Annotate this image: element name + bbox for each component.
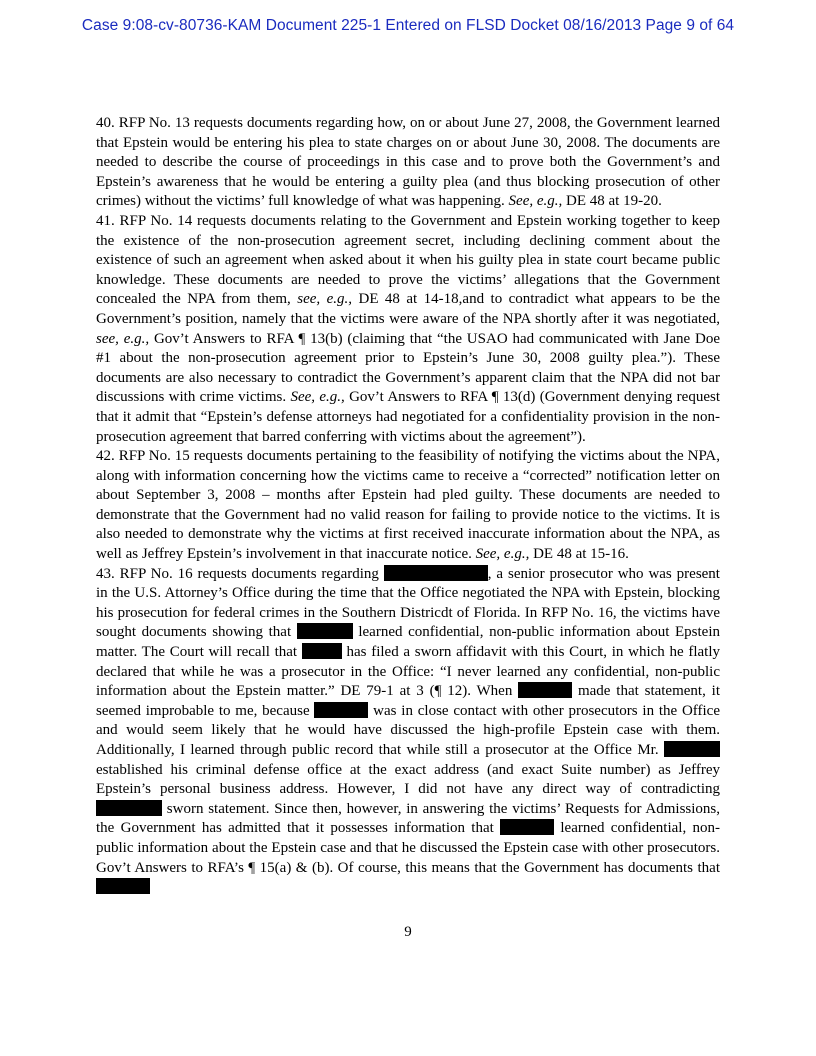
paragraph-43-text-6: was in close contact with other prosecutors in the Office and would seem likely that he would have discussed the high-profile Epstein case with them. Additionally, I learned through public record that while still a prosecutor at the Office Mr. (96, 702, 720, 758)
paragraph-40-text-1: 40. RFP No. 13 requests documents regarding how, on or about June 27, 2008, the Government learned that Epstein would be entering his plea to state charges on or about June 30, 2008. The documents are needed to describe the course of proceedings in this case and to prove both the Government’s and Epstein’s awareness that he would be entering a guilty plea (and thus blocking prosecution of other crimes) without the victims’ full knowledge of what was happening. (96, 115, 720, 210)
document-body (96, 114, 720, 898)
paragraph-43-text-2: , a senior prosecutor who was present in the U.S. Attorney’s Office during the time that the Office negotiated the NPA with Epstein, blocking his prosecution for federal crimes in the Southern Districdt of Florida. In RFP No. 16, the victims have sought documents showing that (96, 565, 720, 641)
paragraph-43 (96, 565, 720, 898)
paragraph-43-text-5: made that statement, it seemed improbable to me, because (96, 683, 720, 719)
redaction-bar (664, 741, 720, 757)
redaction-bar (96, 800, 162, 816)
redaction-bar (314, 702, 368, 718)
paragraph-43-text-4: has filed a sworn affidavit with this Court, in which he flatly declared that while he was a prosecutor in the Office: “I never learned any confidential, non-public information about the Epstein matter.” DE 79-1 at 3 (¶ 12). When (96, 644, 720, 700)
paragraph-40 (96, 114, 720, 212)
paragraph-42-citation-signal: See, e.g., (475, 546, 530, 563)
paragraph-43-text-7: established his criminal defense office at the exact address (and exact Suite number) as Jeffrey Epstein’s personal business address. However, I did not have any direct way of contradicting (96, 761, 720, 798)
paragraph-43-text-3: learned confidential, non-public information about Epstein matter. The Court will recall that (96, 624, 720, 661)
paragraph-40-citation-signal: See, e.g., (508, 193, 563, 210)
paragraph-40-text-2: DE 48 at 19-20. (562, 193, 662, 210)
paragraph-42-text-1: 42. RFP No. 15 requests documents pertaining to the feasibility of notifying the victims about the NPA, along with information concerning how the victims came to receive a “corrected” notification letter on about September 3, 2008 – months after Epstein had pled guilty. These documents are needed to demonstrate that the Government had no valid reason for failing to provide notice to the victims. It is also needed to demonstrate why the victims at first received inaccurate information about the NPA, as well as Jeffrey Epstein’s involvement in that inaccurate notice. (96, 448, 720, 563)
paragraph-41-text-1: 41. RFP No. 14 requests documents relating to the Government and Epstein working together to keep the existence of the non-prosecution agreement secret, including declining comment about the existence of such an agreement when asked about it when his guilty plea in state court became public knowledge. These documents are needed to prove the victims’ allegations that the Government concealed the NPA from them, (96, 212, 720, 308)
redaction-bar (297, 623, 353, 639)
redaction-bar (302, 643, 342, 659)
redaction-bar (96, 878, 150, 894)
redaction-bar (384, 565, 488, 581)
paragraph-42 (96, 447, 720, 565)
paragraph-41 (96, 212, 720, 447)
paragraph-41-text-2: DE 48 at 14-18,and to contradict what appears to be the Government’s position, namely that the victims were aware of the NPA shortly after it was negotiated, (96, 291, 721, 327)
redaction-bar (518, 682, 572, 698)
paragraph-41-citation-signal-3: See, e.g., (290, 389, 345, 406)
paragraph-43-text-1: 43. RFP No. 16 requests documents regarding (96, 565, 384, 582)
paragraph-41-text-4: Gov’t Answers to RFA ¶ 13(d) (Government denying request that it admit that “Epstein’s defense attorneys had negotiated for a confidentiality provision in the non-prosecution agreement that barred conferring with victims about the agreement”). (96, 389, 720, 445)
page-number: 9 (404, 924, 412, 940)
paragraph-43-text-9: learned confidential, non-public information about the Epstein case and that he discussed the Epstein case with other prosecutors. Gov’t Answers to RFA’s ¶ 15(a) & (b). Of course, this means that the Government has documents that (96, 820, 720, 876)
redaction-bar (500, 819, 554, 835)
paragraph-43-text-8: sworn statement. Since then, however, in answering the victims’ Requests for Admissions, the Government has admitted that it possesses information that (96, 800, 720, 837)
paragraph-41-citation-signal-1: see, e.g., (297, 291, 353, 308)
paragraph-41-citation-signal-2: see, e.g., (96, 330, 150, 347)
paragraph-41-text-3: Gov’t Answers to RFA ¶ 13(b) (claiming that “the USAO had communicated with Jane Doe #1 about the non-prosecution agreement prior to Epstein’s June 30, 2008 guilty plea.”). These documents are also necessary to contradict the Government’s apparent claim that the NPA did not bar discussions with crime victims. (96, 330, 720, 406)
court-filing-header: Case 9:08-cv-80736-KAM Document 225-1 Entered on FLSD Docket 08/16/2013 Page 9 of 64 (81, 17, 735, 34)
paragraph-42-text-2: DE 48 at 15-16. (529, 546, 629, 563)
